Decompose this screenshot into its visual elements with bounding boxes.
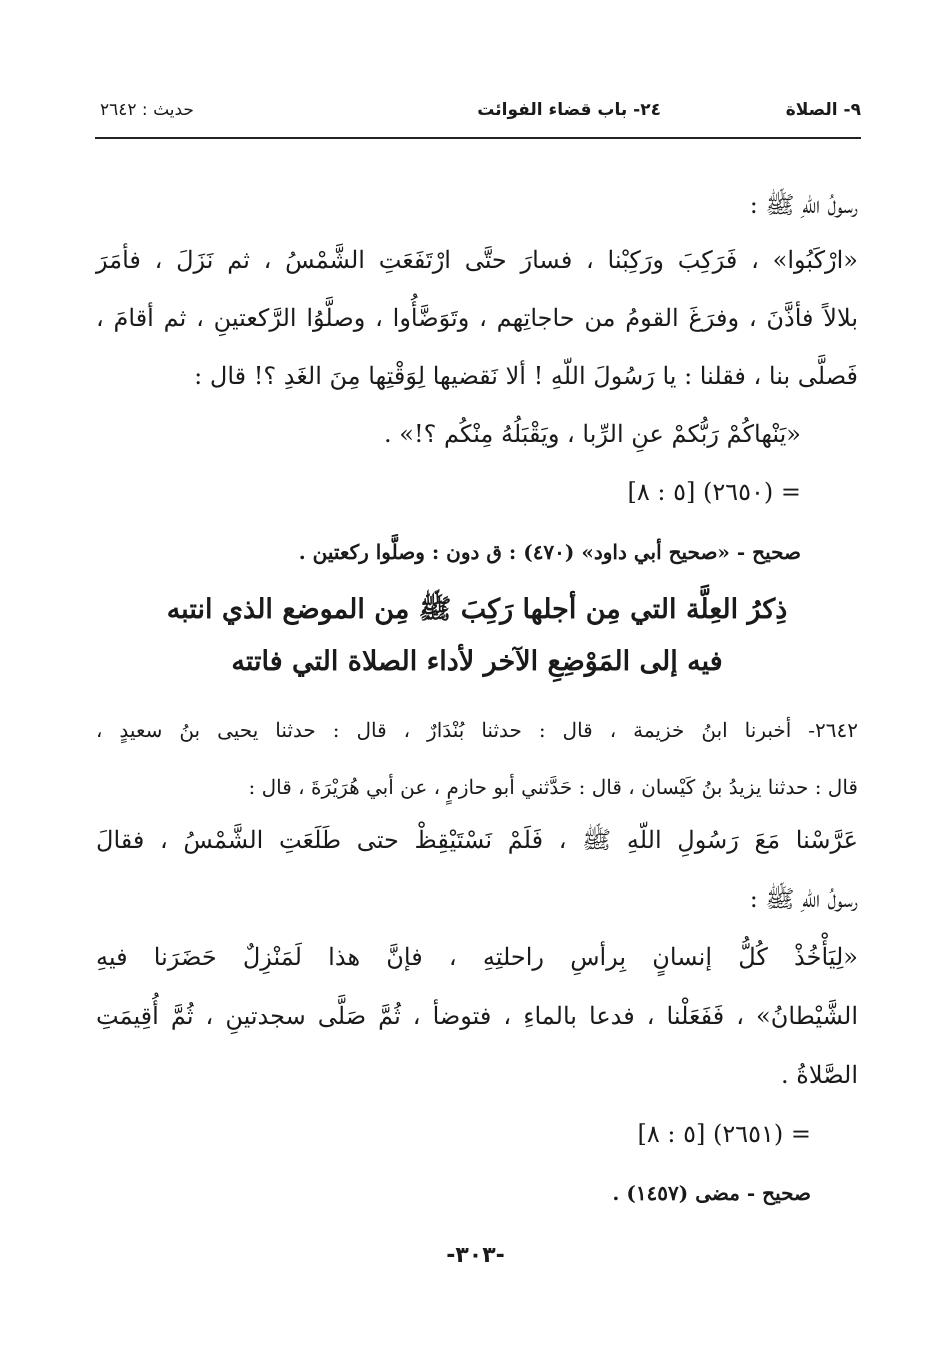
isnad-line: قال : حدثنا يزيدُ بنُ كَيْسان ، قال : حَدَّثني أبو حازمٍ ، عن أبي هُرَيْرَةَ ، قال : [248, 775, 858, 799]
running-header [100, 100, 861, 130]
text-line: رسولُ اللّهِ ﷺ : [749, 191, 858, 219]
grading-note: صحيح - مضى (١٤٥٧) . [612, 1181, 811, 1205]
header-hadith-number: حديث : ٢٦٤٢ [100, 100, 194, 120]
text-line: عَرَّسْنا مَعَ رَسُولِ اللّهِ ﷺ ، فَلَمْ نَسْتَيْقِظْ حتى طَلَعَتِ الشَّمْسُ ، فقالَ [96, 826, 858, 854]
text-line: بلالاً فأذَّنَ ، وفرَغَ القومُ من حاجاتِهم ، وتَوَضَّأُوا ، وصلَّوُا الرَّكعتينِ ، ثم أقامَ ، [96, 304, 858, 332]
cross-reference: = (٢٦٥٠) [٥ : ٨] [627, 478, 801, 506]
cross-reference: = (٢٦٥١) [٥ : ٨] [637, 1120, 811, 1148]
text-line: رسولُ اللّهِ ﷺ : [749, 885, 858, 913]
text-line: الصَّلاةُ . [781, 1061, 858, 1089]
header-bab: ٢٤- باب قضاء الفوائت [477, 100, 661, 120]
grading-note: صحيح - «صحيح أبي داود» (٤٧٠) : ق دون : وصلَّوا ركعتين . [298, 540, 801, 564]
header-chapter: ٩- الصلاة [785, 100, 861, 120]
text-line: «ارْكَبُوا» ، فَرَكِبَ ورَكِبْنا ، فسارَ حتَّى ارْتَفَعَتِ الشَّمْسُ ، ثم نَزَلَ ، فأمَرَ [96, 246, 858, 274]
chapter-heading-line-2: فيه إلى المَوْضِعِ الآخر لأداء الصلاة التي فاتته [231, 646, 723, 677]
text-line: الشَّيْطانُ» ، فَفَعَلْنا ، فدعا بالماءِ ، فتوضأ ، ثُمَّ صَلَّى سجدتينِ ، ثُمَّ أُقِيمَتِ [96, 1002, 858, 1030]
isnad-line: ٢٦٤٢- أخبرنا ابنُ خزيمة ، قال : حدثنا بُنْدَارٌ ، قال : حدثنا يحيى بنُ سعيدٍ ، [96, 718, 858, 742]
text-line: «لِيَأْخُذْ كُلُّ إنسانٍ بِرأسِ راحلتِهِ ، فإنَّ هذا لَمَنْزِلٌ حَضَرَنا فيهِ [96, 943, 858, 971]
text-line: «يَنْهاكُمْ رَبُّكمْ عنِ الرِّبا ، ويَقْبَلُهُ مِنْكُم ؟!» . [384, 420, 801, 448]
chapter-heading-line-1: ذِكرُ العِلَّة التي مِن أجلها رَكِبَ ﷺ مِن الموضع الذي انتبه [166, 594, 788, 625]
text-line: فَصلَّى بنا ، فقلنا : يا رَسُولَ اللّهِ ! ألا نَقضيها لِوَقْتِها مِنَ الغَدِ ؟! قال : [194, 362, 858, 390]
page-number: -٣٠٣- [446, 1243, 505, 1268]
header-rule [95, 137, 861, 139]
